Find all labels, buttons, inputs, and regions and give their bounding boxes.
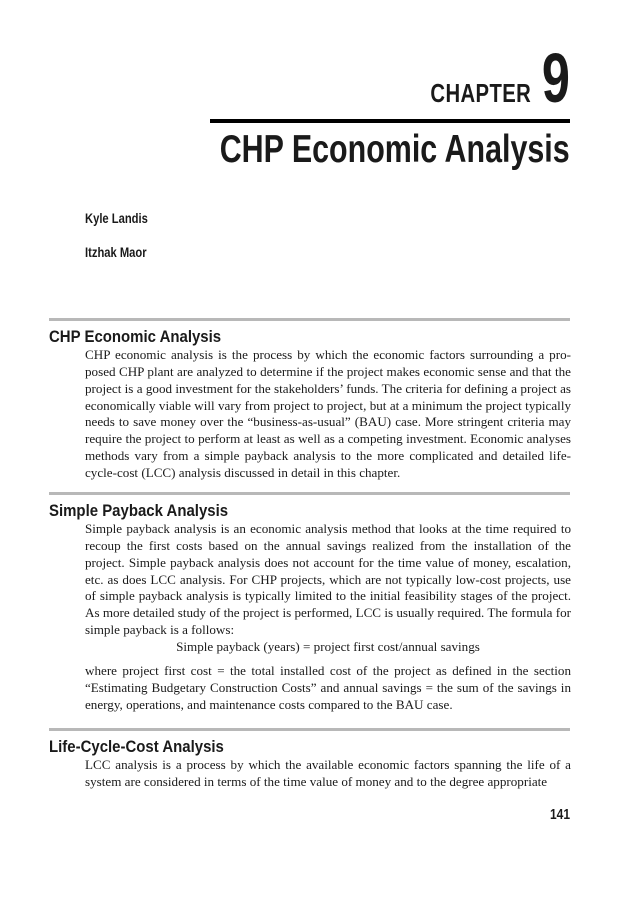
chapter-label-group bbox=[402, 39, 570, 117]
chapter-title: CHP Economic Analysis bbox=[220, 128, 570, 171]
author-name: Kyle Landis bbox=[85, 210, 148, 226]
section-paragraph: LCC analysis is a process by which the available economic factors spanning the life of a system are considered in terms of the time value of money and to the degree appropriate bbox=[85, 757, 571, 789]
section-paragraph: CHP economic analysis is the process by which the economic factors surrounding a proposed CHP plant are analyzed to determine if the project makes economic sense and that the project is a good investment for the stakeholders’ funds. The criteria for defining a project as economically viable will vary from project to project, but at a minimum the project typically needs to save money over the “business-as-usual” (BAU) case. More stringent criteria may require the project to perform at least as well as a competing investment. Economic analyses methods vary from a simple payback analysis to the more complicated and detailed life-cycle-cost (LCC) analysis discussed in detail in this chapter. bbox=[85, 347, 571, 480]
section-heading: Life-Cycle-Cost Analysis bbox=[49, 737, 224, 756]
section-divider bbox=[49, 492, 570, 495]
chapter-number: 9 bbox=[541, 39, 570, 117]
author-name: Itzhak Maor bbox=[85, 244, 147, 260]
section-heading: CHP Economic Analysis bbox=[49, 327, 222, 346]
section-divider bbox=[49, 318, 570, 321]
section-paragraph: Simple payback analysis is an economic analysis method that looks at the time required to recoup the first costs based on the annual savings realized from the installation of the project. Simple payback analysis does not account for the time value of money, escalation, etc. as does LCC analysis. For CHP projects, which are not typically low-cost projects, use of simple payback analysis is typically limited to the initial feasibility stages of the project. As more detailed study of the project is performed, LCC is usually required. The formula for simple payback is a follows: bbox=[85, 521, 571, 638]
payback-formula: Simple payback (years) = project first cost/annual savings bbox=[176, 639, 480, 654]
chapter-label: CHAPTER bbox=[430, 78, 532, 108]
section-paragraph: where project first cost = the total installed cost of the project as defined in the section “Estimating Budgetary Construction Costs” and annual savings = the sum of the savings in energy, operations, and maintenance costs compared to the BAU case. bbox=[85, 663, 571, 712]
chapter-rule bbox=[210, 119, 570, 123]
section-divider bbox=[49, 728, 570, 731]
page-number: 141 bbox=[549, 806, 570, 823]
section-heading: Simple Payback Analysis bbox=[49, 501, 229, 520]
